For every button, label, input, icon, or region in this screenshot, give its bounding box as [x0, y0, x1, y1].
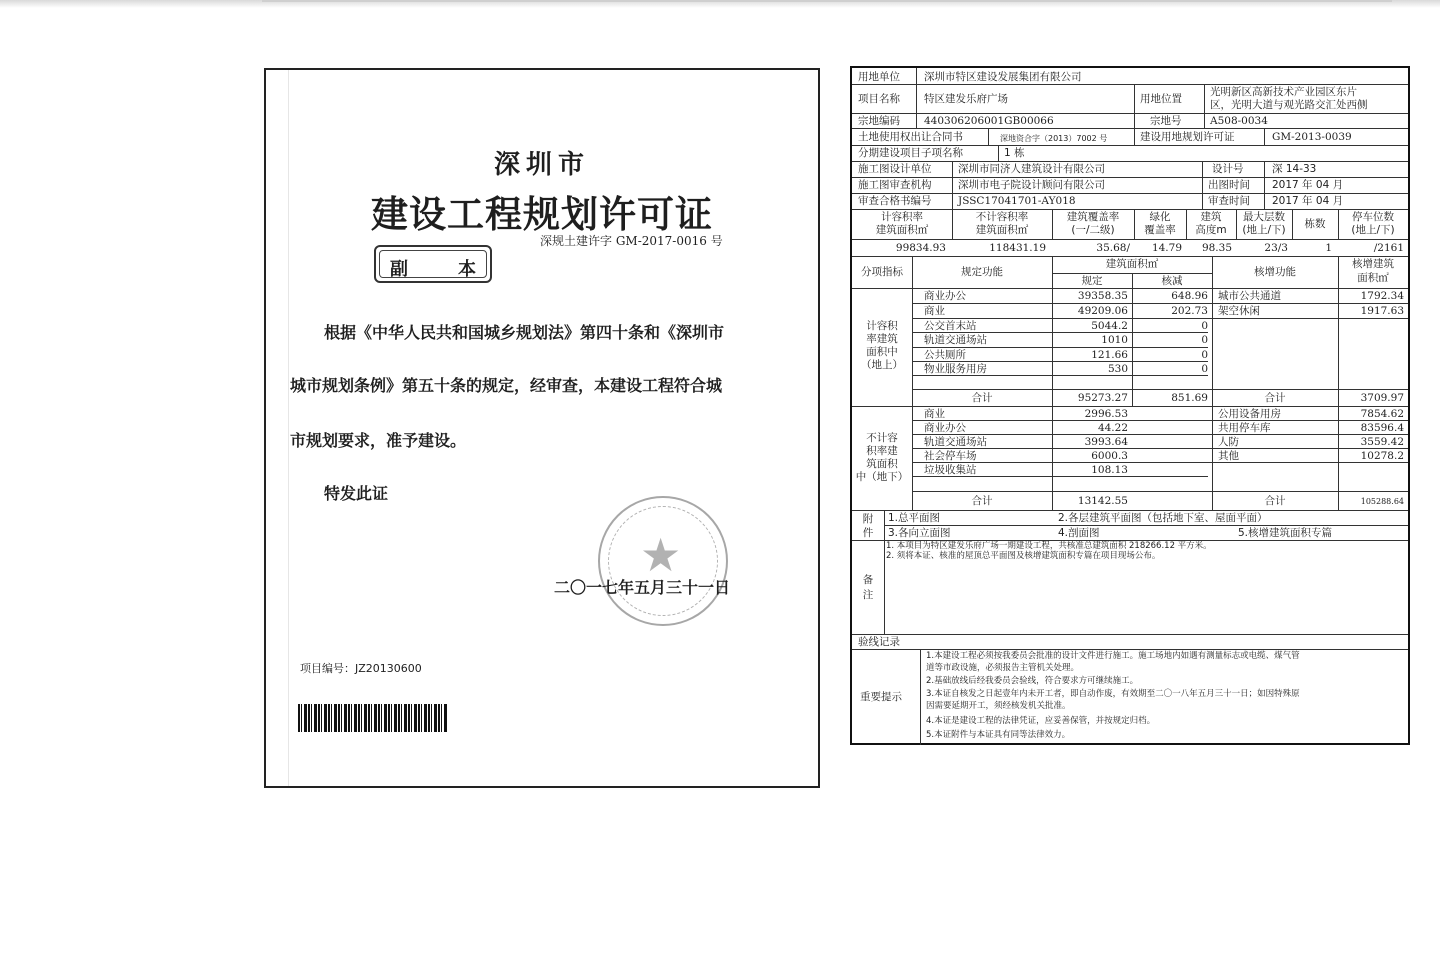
uncounted-row-5-planned: 108.13: [1091, 464, 1128, 476]
important-label: 重要提示: [860, 691, 902, 703]
scan-edge-line: [262, 0, 1392, 2]
parcel-no-label: 宗地号: [1150, 115, 1182, 127]
non-far-area-header-1: 不计容积率: [975, 211, 1029, 223]
reduced-header: 核减: [1161, 275, 1183, 287]
contract-value: 深地资合字（2013）7002 号: [1000, 134, 1108, 143]
counted-total-reduced: 851.69: [1171, 392, 1208, 404]
height-header-1: 建筑: [1200, 211, 1222, 223]
counted-row-1-planned: 39358.35: [1077, 290, 1128, 302]
far-area-header-2: 建筑面积㎡: [875, 224, 929, 236]
counted-label-3: 面积中: [866, 346, 898, 358]
floors-value: 23/3: [1264, 242, 1288, 254]
certificate-issue-line: 特发此证: [324, 484, 389, 503]
land-unit-label: 用地单位: [858, 71, 900, 83]
attachment-4: 4.剖面图: [1058, 527, 1100, 539]
counted-row-5-func: 公共厕所: [924, 349, 966, 361]
counted-label-4: （地上）: [861, 359, 903, 371]
review-org-value: 深圳市电子院设计顾问有限公司: [958, 179, 1105, 191]
parcel-code-label: 宗地编码: [858, 115, 900, 127]
attachments-label-2: 件: [862, 527, 874, 539]
important-line-1: 1.本建设工程必须按我委员会批准的设计文件进行施工。施工场地内如遇有测量标志或电缆、煤气管: [926, 651, 1300, 661]
counted-row-1-add-func: 城市公共通道: [1218, 290, 1281, 302]
phase-value: 1 栋: [1004, 147, 1025, 159]
design-unit-value: 深圳市同济人建筑设计有限公司: [958, 163, 1105, 175]
green-header-2: 覆盖率: [1144, 224, 1176, 236]
parcel-no-value: A508-0034: [1210, 115, 1268, 127]
counted-label-2: 率建筑: [866, 333, 898, 345]
added-area-header-2: 面积㎡: [1357, 272, 1389, 284]
coverage-header-2: (一/二级): [1071, 224, 1115, 236]
uncounted-row-4-planned: 6000.3: [1091, 450, 1128, 462]
uncounted-label-1: 不计容: [866, 432, 898, 444]
added-function-header: 核增功能: [1254, 266, 1296, 278]
uncounted-label-3: 筑面积: [866, 458, 898, 470]
counted-row-2-func: 商业: [924, 305, 945, 317]
land-location-line-1: 光明新区高新技术产业园区东片: [1210, 86, 1357, 98]
uncounted-row-5-func: 垃圾收集站: [924, 464, 977, 476]
contract-label: 土地使用权出让合同书: [858, 131, 963, 143]
design-no-value: 深 14-33: [1272, 163, 1317, 175]
certificate-body-line-2: 城市规划条例》第五十条的规定，经审查，本建设工程符合城: [290, 376, 723, 395]
counted-total-add-label: 合计: [1264, 392, 1286, 404]
uncounted-label-4: 中（地下）: [855, 471, 909, 483]
certificate-date: 二〇一七年五月三十一日: [554, 578, 731, 597]
counted-row-1-add-area: 1792.34: [1360, 290, 1404, 302]
green-value: 14.79: [1151, 242, 1182, 254]
important-line-5: 因需要延期开工，须经核发机关批准。: [926, 701, 1071, 711]
permit-detail-table: [850, 66, 1410, 745]
uncounted-row-4-func: 社会停车场: [924, 450, 977, 462]
uncounted-row-1-add-func: 公用设备用房: [1218, 408, 1281, 420]
uncounted-label-2: 积率建: [866, 445, 898, 457]
remarks-label-2: 注: [862, 589, 874, 601]
land-permit-value: GM-2013-0039: [1272, 131, 1352, 143]
parking-header-2: (地上/下): [1351, 224, 1395, 236]
counted-row-2-reduced: 202.73: [1171, 305, 1208, 317]
out-time-value: 2017 年 04 月: [1272, 179, 1344, 191]
coverage-header-1: 建筑覆盖率: [1066, 211, 1120, 223]
counted-row-2-add-area: 1917.63: [1360, 305, 1404, 317]
counted-row-4-planned: 1010: [1101, 334, 1128, 346]
attachment-2: 2.各层建筑平面图（包括地下室、屋面平面）: [1058, 512, 1268, 524]
uncounted-total-add-label: 合计: [1264, 495, 1286, 507]
uncounted-total-add-area: 105288.64: [1360, 497, 1404, 506]
uncounted-row-2-add-func: 共用停车库: [1218, 422, 1271, 434]
height-header-2: 高度m: [1195, 224, 1227, 236]
counted-total-planned: 95273.27: [1077, 392, 1128, 404]
important-line-3: 2.基础放线后经我委员会验线，符合要求方可继续施工。: [926, 676, 1139, 686]
remarks-label-1: 备: [862, 574, 874, 586]
phase-label: 分期建设项目子项名称: [858, 147, 963, 159]
copy-stamp: [374, 245, 492, 283]
uncounted-row-3-add-func: 人防: [1218, 436, 1239, 448]
height-value: 98.35: [1201, 242, 1232, 254]
uncounted-row-1-func: 商业: [924, 408, 945, 420]
buildings-header: 栋数: [1304, 218, 1326, 230]
project-number: 项目编号：JZ20130600: [300, 662, 422, 675]
land-location-label: 用地位置: [1140, 93, 1182, 105]
certificate-body-line-3: 市规划要求，准予建设。: [290, 431, 467, 450]
counted-row-6-planned: 530: [1107, 363, 1128, 375]
counted-row-5-reduced: 0: [1201, 349, 1208, 361]
uncounted-row-2-add-area: 83596.4: [1360, 422, 1404, 434]
uncounted-row-3-func: 轨道交通场站: [924, 436, 987, 448]
counted-label-1: 计容积: [866, 320, 898, 332]
certificate-title: 建设工程规划许可证: [371, 192, 713, 236]
counted-total-label: 合计: [971, 392, 993, 404]
added-area-header-1: 核增建筑: [1352, 258, 1394, 270]
design-unit-label: 施工图设计单位: [858, 163, 932, 175]
uncounted-row-2-planned: 44.22: [1097, 422, 1128, 434]
far-area-value: 99834.93: [895, 242, 946, 254]
remark-line-1: 1. 本项目为特区建发乐府广场一期建设工程，共核准总建筑面积 218266.12 平方米。: [886, 541, 1212, 551]
counted-row-1-func: 商业办公: [924, 290, 966, 302]
uncounted-total-planned: 13142.55: [1077, 495, 1128, 507]
non-far-area-header-2: 建筑面积㎡: [975, 224, 1029, 236]
review-time-value: 2017 年 04 月: [1272, 195, 1344, 207]
planned-header: 规定: [1081, 275, 1103, 287]
buildings-value: 1: [1325, 242, 1332, 254]
far-area-header-1: 计容积率: [881, 211, 923, 223]
parking-header-1: 停车位数: [1352, 211, 1394, 223]
certificate-city: 深圳市: [493, 150, 590, 180]
review-org-label: 施工图审查机构: [858, 179, 932, 191]
out-time-label: 出图时间: [1208, 179, 1250, 191]
uncounted-row-1-planned: 2996.53: [1084, 408, 1128, 420]
inspection-label: 验线记录: [858, 636, 900, 648]
star-icon: ★: [640, 528, 682, 582]
counted-row-2-planned: 49209.06: [1077, 305, 1128, 317]
important-line-6: 4.本证是建设工程的法律凭证，应妥善保管，并按规定归档。: [926, 716, 1156, 726]
remark-line-2: 2. 须将本证、核准的屋顶总平面图及核增建筑面积专篇在项目现场公布。: [886, 551, 1161, 561]
permit-certificate: [264, 68, 820, 788]
permit-number: 深规土建许字 GM-2017-0016 号: [540, 234, 723, 248]
green-header-1: 绿化: [1149, 211, 1171, 223]
review-time-label: 审查时间: [1208, 195, 1250, 207]
non-far-area-value: 118431.19: [989, 242, 1046, 254]
uncounted-row-3-add-area: 3559.42: [1360, 436, 1404, 448]
counted-row-3-reduced: 0: [1201, 320, 1208, 332]
parcel-code-value: 440306206001GB00066: [924, 115, 1054, 127]
design-no-label: 设计号: [1212, 163, 1244, 175]
important-line-2: 道等市政设施，必须报告主管机关处理。: [926, 663, 1080, 673]
area-header: 建筑面积㎡: [1105, 258, 1159, 270]
uncounted-row-3-planned: 3993.64: [1084, 436, 1128, 448]
uncounted-total-label: 合计: [971, 495, 993, 507]
review-cert-value: JSSC17041701-AY018: [958, 195, 1076, 207]
attachments-label-1: 附: [862, 513, 874, 525]
land-unit-value: 深圳市特区建设发展集团有限公司: [924, 71, 1082, 83]
land-permit-label: 建设用地规划许可证: [1140, 131, 1235, 143]
project-name-value: 特区建发乐府广场: [924, 93, 1008, 105]
uncounted-row-4-add-func: 其他: [1218, 450, 1239, 462]
certificate-body-line-1: 根据《中华人民共和国城乡规划法》第四十条和《深圳市: [324, 323, 725, 342]
uncounted-row-2-func: 商业办公: [924, 422, 966, 434]
counted-row-2-add-func: 架空休闲: [1218, 305, 1260, 317]
counted-row-4-reduced: 0: [1201, 334, 1208, 346]
counted-row-3-planned: 5044.2: [1091, 320, 1128, 332]
counted-row-4-func: 轨道交通场站: [924, 334, 987, 346]
counted-row-6-reduced: 0: [1201, 363, 1208, 375]
official-seal: [598, 496, 728, 626]
review-cert-label: 审查合格书编号: [858, 195, 932, 207]
floors-header-1: 最大层数: [1243, 211, 1285, 223]
attachment-5: 5.核增建筑面积专篇: [1238, 527, 1333, 539]
project-name-label: 项目名称: [858, 93, 900, 105]
function-header: 规定功能: [961, 266, 1003, 278]
counted-total-add-area: 3709.97: [1360, 392, 1404, 404]
counted-row-5-planned: 121.66: [1091, 349, 1128, 361]
uncounted-row-1-add-area: 7854.62: [1360, 408, 1404, 420]
barcode-icon: [298, 704, 448, 732]
copy-stamp-char-2: 本: [458, 259, 476, 280]
counted-row-6-func: 物业服务用房: [924, 363, 987, 375]
attachment-3: 3.各向立面图: [888, 527, 951, 539]
counted-row-1-reduced: 648.96: [1171, 290, 1208, 302]
land-location-line-2: 区，光明大道与观光路交汇处西侧: [1210, 99, 1368, 111]
important-line-7: 5.本证附件与本证具有同等法律效力。: [926, 730, 1071, 740]
parking-value: /2161: [1373, 242, 1404, 254]
floors-header-2: (地上/下): [1242, 224, 1286, 236]
uncounted-row-4-add-area: 10278.2: [1360, 450, 1404, 462]
attachment-1: 1.总平面图: [888, 512, 941, 524]
item-header: 分项指标: [861, 266, 903, 278]
counted-row-3-func: 公交首末站: [924, 320, 977, 332]
copy-stamp-char-1: 副: [390, 259, 408, 280]
coverage-value: 35.68/: [1096, 242, 1130, 254]
important-line-4: 3.本证自核发之日起壹年内未开工者，即自动作废，有效期至二〇一八年五月三十一日；如因特殊原: [926, 689, 1300, 699]
